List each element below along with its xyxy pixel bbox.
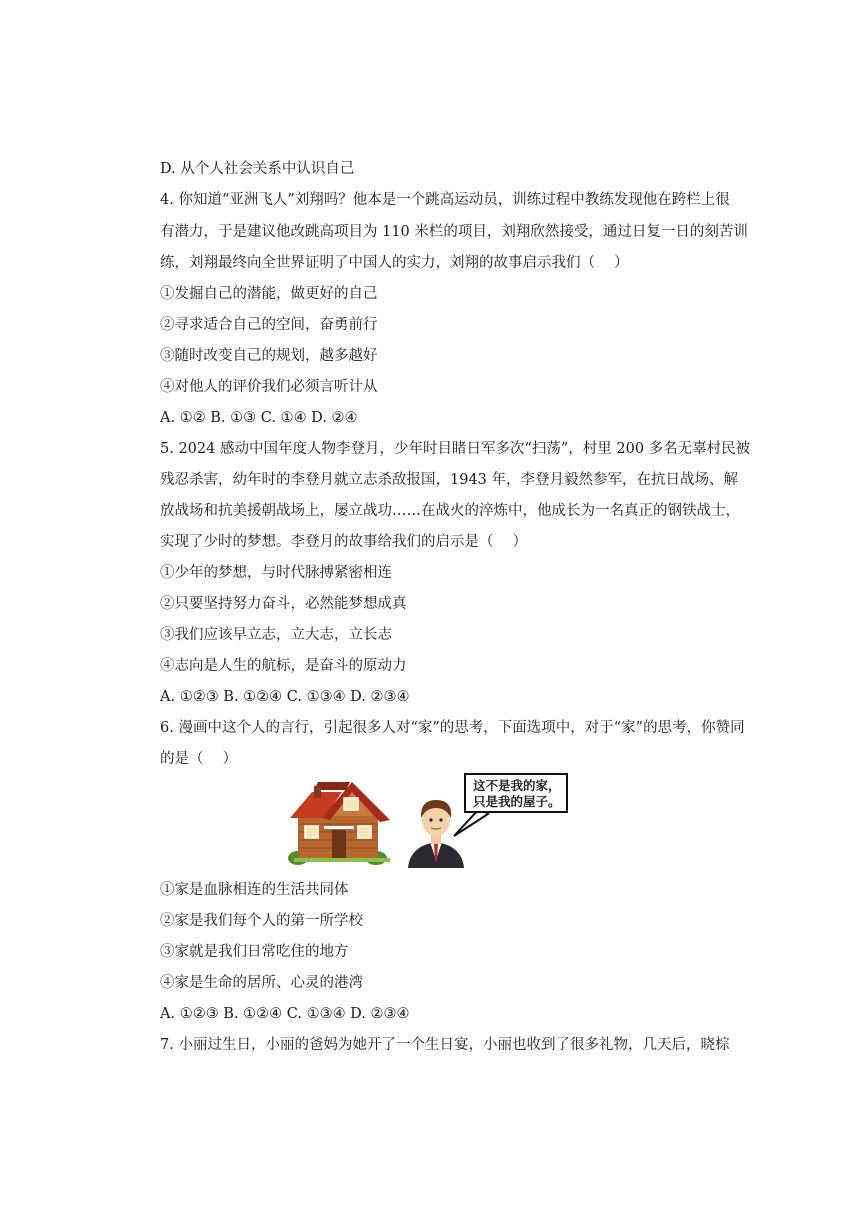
question-4-statement-3: ③随时改变自己的规划，越多越好: [160, 348, 378, 364]
question-4-stem-line2: 有潜力，于是建议他改跳高项目为 110 米栏的项目，刘翔欣然接受，通过日复一日的刻苦训: [160, 224, 748, 240]
question-5-statement-1: ①少年的梦想，与时代脉搏紧密相连: [160, 565, 392, 581]
question-5-stem-line1: 5. 2024 感动中国年度人物李登月，少年时目睹日军多次“扫荡”，村里 200 多名无辜村民被: [160, 441, 751, 457]
question-5-statement-2: ②只要坚持努力奋斗，必然能梦想成真: [160, 596, 407, 612]
question-5-stem-line4: 实现了少时的梦想。李登月的故事给我们的启示是（ ）: [160, 534, 528, 550]
house-icon: [288, 782, 390, 865]
speech-bubble: [464, 773, 568, 813]
question-5-choices: A. ①②③ B. ①②④ C. ①③④ D. ②③④: [160, 689, 410, 705]
question-4-stem-line1: 4. 你知道“亚洲飞人”刘翔吗？他本是一个跳高运动员，训练过程中教练发现他在跨栏上很: [160, 192, 730, 208]
option-d-q3: D. 从个人社会关系中认识自己: [160, 161, 355, 177]
question-5-statement-3: ③我们应该早立志，立大志，立长志: [160, 627, 392, 643]
question-4-statement-2: ②寻求适合自己的空间，奋勇前行: [160, 317, 378, 333]
question-6-statement-4: ④家是生命的居所、心灵的港湾: [160, 975, 363, 991]
question-6-statement-1: ①家是血脉相连的生活共同体: [160, 882, 349, 898]
question-5-stem-line2: 残忍杀害，幼年时的李登月就立志杀敌报国，1943 年，李登月毅然参军，在抗日战场、解: [160, 472, 739, 488]
question-4-choices: A. ①② B. ①③ C. ①④ D. ②④: [160, 410, 358, 426]
question-6-stem-line2: 的是（ ）: [160, 751, 238, 767]
question-7-stem-line1: 7. 小丽过生日，小丽的爸妈为她开了一个生日宴，小丽也收到了很多礼物，几天后，晓棕: [160, 1037, 730, 1053]
question-5-statement-4: ④志向是人生的航标，是奋斗的原动力: [160, 658, 407, 674]
question-6-choices: A. ①②③ B. ①②④ C. ①③④ D. ②③④: [160, 1006, 410, 1022]
question-4-stem-line3: 练，刘翔最终向全世界证明了中国人的实力，刘翔的故事启示我们（ ）: [160, 255, 629, 271]
question-4-statement-4: ④对他人的评价我们必须言听计从: [160, 379, 378, 395]
question-6-statement-3: ③家就是我们日常吃住的地方: [160, 944, 349, 960]
speech-bubble-line1: 这不是我的家，: [473, 778, 561, 793]
speech-bubble-line2: 只是我的屋子。: [473, 794, 561, 809]
question-6-statement-2: ②家是我们每个人的第一所学校: [160, 913, 363, 929]
question-4-statement-1: ①发掘自己的潜能，做更好的自己: [160, 286, 378, 302]
question-6-stem-line1: 6. 漫画中这个人的言行，引起很多人对“家”的思考，下面选项中，对于“家”的思考，你赞同: [160, 720, 745, 736]
question-5-stem-line3: 放战场和抗美援朝战场上，屡立战功……在战火的淬炼中，他成长为一名真正的钢铁战士，: [160, 503, 740, 519]
